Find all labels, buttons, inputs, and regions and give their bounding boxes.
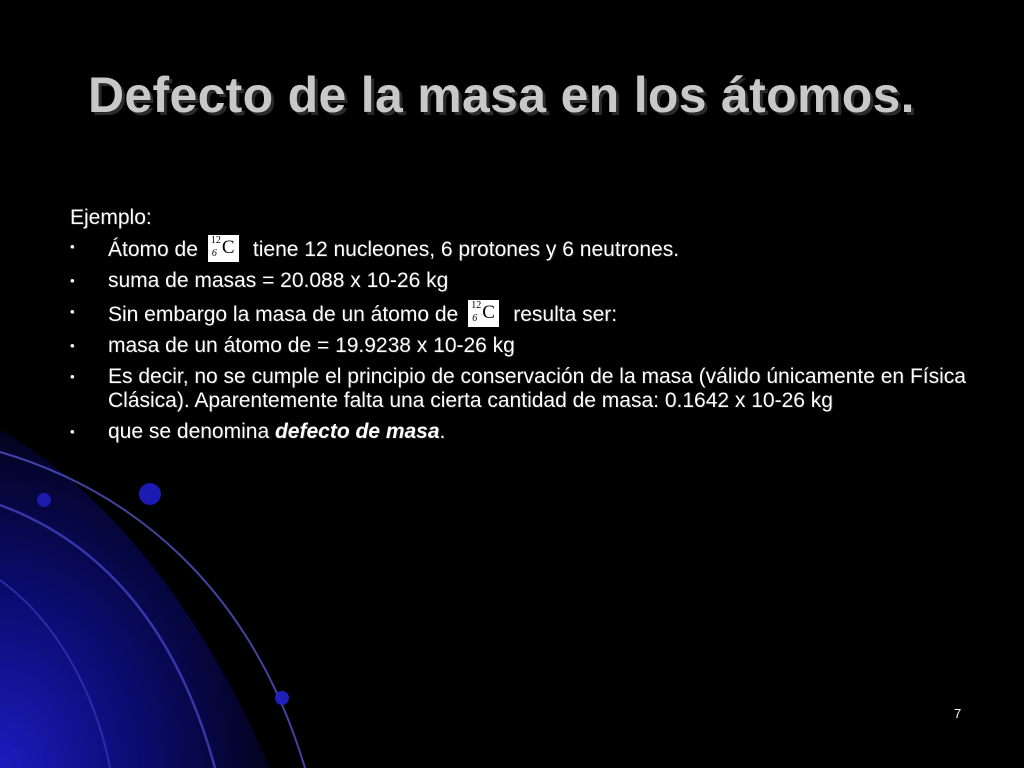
atomic-number: 6 — [211, 248, 217, 259]
carbon-12-isotope-symbol — [468, 300, 499, 327]
element-symbol: C — [482, 302, 495, 323]
mass-number: 12 — [210, 235, 221, 246]
bullet-icon — [70, 420, 80, 444]
list-item — [70, 334, 970, 358]
bullet-icon — [70, 365, 80, 389]
item-text: Sin embargo la masa de un átomo de — [108, 303, 459, 326]
emphasized-term: defecto de masa — [274, 420, 440, 443]
example-heading: Ejemplo: — [70, 206, 152, 229]
bullet-icon — [70, 334, 80, 358]
list-item — [70, 235, 970, 262]
item-text: resulta ser: — [513, 303, 618, 326]
slide-title: Defecto de la masa en los átomos. — [88, 67, 915, 123]
item-text: que se denomina — [108, 420, 275, 443]
bullet-icon — [70, 269, 80, 293]
bullet-icon — [70, 300, 80, 324]
slide-content — [70, 206, 970, 451]
item-text: masa de un átomo de = 19.9238 x 10-26 kg — [108, 334, 515, 357]
carbon-12-isotope-symbol — [208, 235, 239, 262]
item-text: . — [439, 420, 446, 443]
item-text: tiene 12 nucleones, 6 protones y 6 neutrones. — [252, 238, 680, 261]
list-item — [70, 300, 970, 327]
element-symbol: C — [221, 237, 235, 258]
mass-number: 12 — [471, 300, 482, 311]
list-item — [70, 365, 970, 413]
atomic-number: 6 — [472, 313, 478, 324]
item-text: Átomo de — [108, 238, 198, 261]
page-number: 7 — [954, 706, 962, 721]
item-text: Es decir, no se cumple el principio de conservación de la masa (válido únicamente en Física Clásica). Aparentemente falta una cierta cantidad de masa: 0.1642 x 10-26 kg — [108, 365, 966, 412]
list-item — [70, 420, 970, 444]
list-item — [70, 269, 970, 293]
bullet-icon — [70, 235, 80, 259]
bullet-list — [70, 235, 970, 444]
item-text: suma de masas = 20.088 x 10-26 kg — [108, 269, 449, 292]
